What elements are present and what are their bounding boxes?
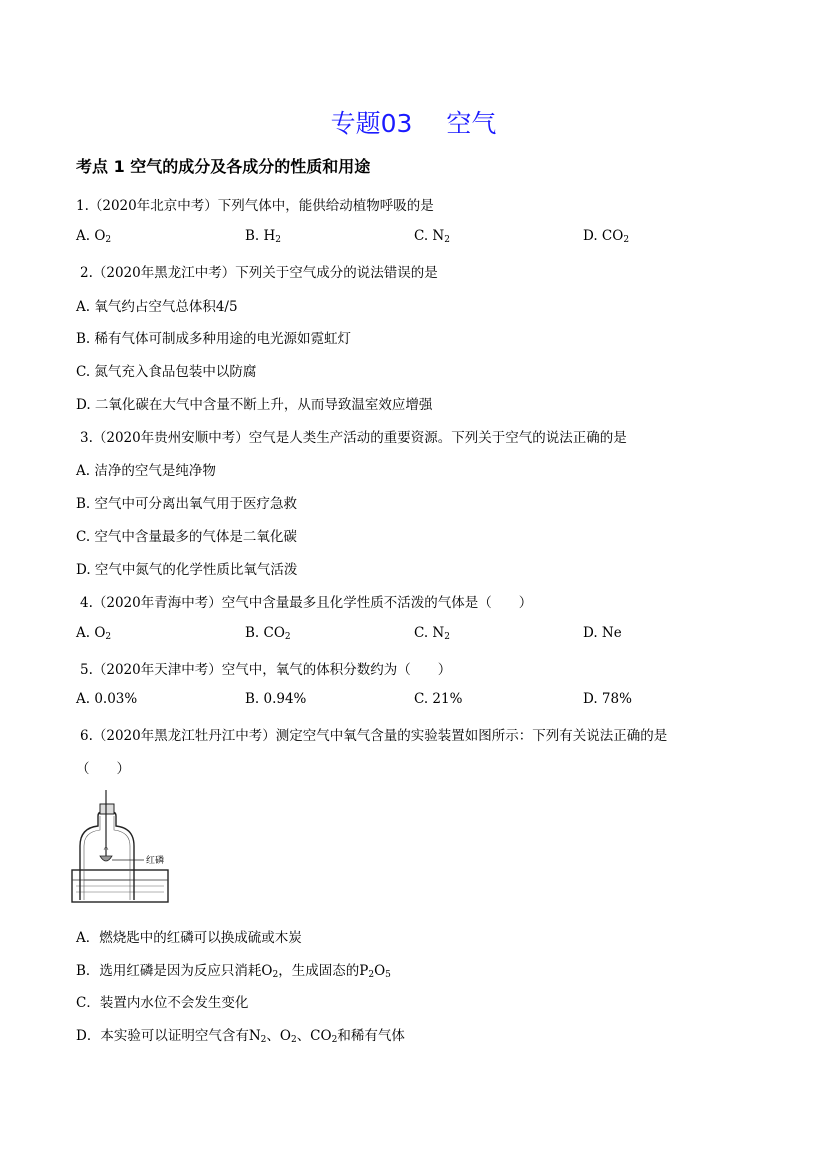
q6-option-c: C．装置内水位不会发生变化 [76,995,249,1011]
q2-option-b: B. 稀有气体可制成多种用途的电光源如霓虹灯 [76,331,352,347]
q5-option-a: A. 0.03% [76,691,138,707]
q3-option-b: B. 空气中可分离出氧气用于医疗急救 [76,496,298,512]
q2-option-a: A. 氧气约占空气总体积4/5 [76,299,238,315]
q4-option-a: A. $O_2$ [76,625,112,642]
q4-option-b: B. $CO_2$ [245,625,291,642]
oxygen-experiment-figure [66,788,176,906]
figure-label-red-phosphorus: 红磷 [146,856,165,866]
q1-option-a: A. $O_2$ [76,228,112,245]
q3-option-d: D. 空气中氮气的化学性质比氧气活泼 [76,562,298,578]
q4-option-c: C. $N_2$ [414,625,450,642]
q6-option-b: B．选用红磷是因为反应只消耗$O_2$，生成固态的$P_2O_5$ [76,963,391,980]
question-6-stem: 6.（2020年黑龙江牡丹江中考）测定空气中氧气含量的实验装置如图所示：下列有关说法正确的是 [80,728,668,744]
question-1-stem: 1.（2020年北京中考）下列气体中，能供给动植物呼吸的是 [76,198,434,214]
question-6-stem-bracket: （ ） [76,761,130,777]
question-4-stem: 4.（2020年青海中考）空气中含量最多且化学性质不活泼的气体是（ ） [80,595,533,611]
question-3-stem: 3.（2020年贵州安顺中考）空气是人类生产活动的重要资源。下列关于空气的说法正确的是 [80,430,627,446]
section-heading: 考点 1 空气的成分及各成分的性质和用途 [76,157,371,176]
q3-option-c: C. 空气中含量最多的气体是二氧化碳 [76,529,297,545]
q2-option-c: C. 氮气充入食品包装中以防腐 [76,364,257,380]
q5-option-c: C. 21% [414,691,463,707]
q4-option-d: D. Ne [583,625,622,641]
q6-option-d: D．本实验可以证明空气含有$N_2$、$O_2$、$CO_2$和稀有气体 [76,1028,405,1045]
page-title: 专题03 空气 [330,109,497,138]
q5-option-d: D. 78% [583,691,632,707]
q1-option-c: C. $N_2$ [414,228,450,245]
question-2-stem: 2.（2020年黑龙江中考）下列关于空气成分的说法错误的是 [80,265,438,281]
q6-option-a: A．燃烧匙中的红磷可以换成硫或木炭 [76,930,302,946]
q3-option-a: A. 洁净的空气是纯净物 [76,463,216,479]
q5-option-b: B. 0.94% [245,691,307,707]
question-5-stem: 5.（2020年天津中考）空气中，氧气的体积分数约为（ ） [80,662,452,678]
q2-option-d: D. 二氧化碳在大气中含量不断上升，从而导致温室效应增强 [76,397,433,413]
q1-option-b: B. $H_2$ [245,228,282,245]
q1-option-d: D. $CO_2$ [583,228,630,245]
